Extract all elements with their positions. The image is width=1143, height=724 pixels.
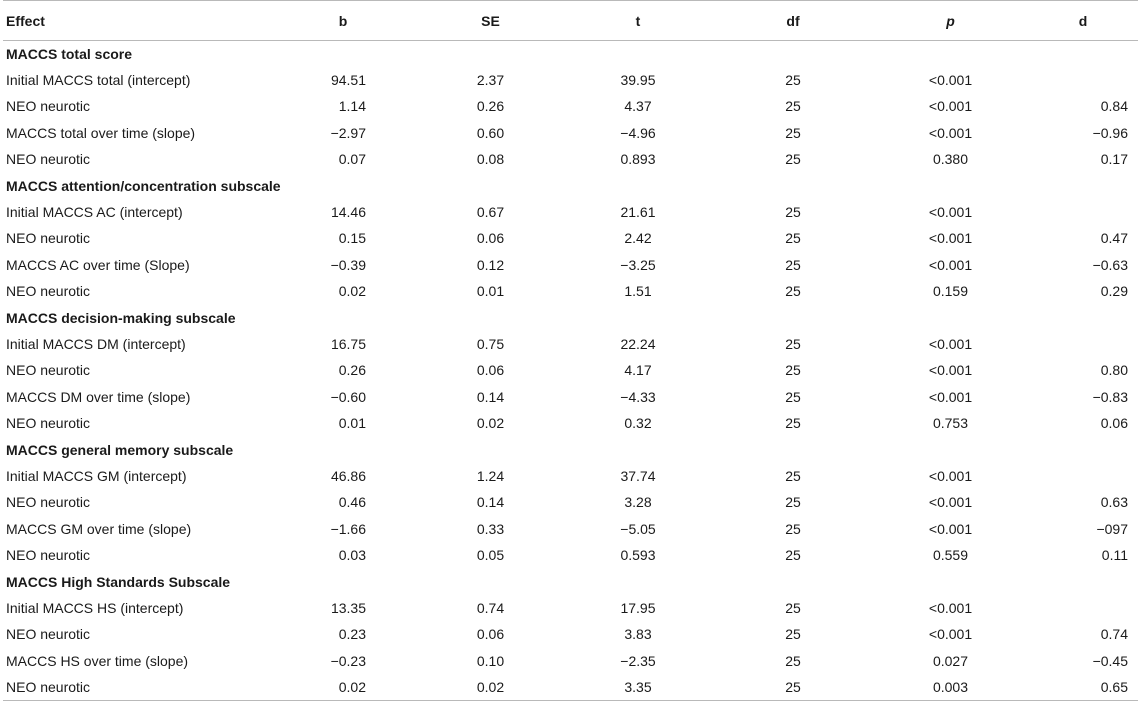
- cell-df: 25: [785, 520, 801, 537]
- cell-d: −0.63: [1092, 256, 1128, 273]
- header-effect: Effect: [6, 12, 45, 29]
- cell-d: 0.65: [1100, 678, 1128, 695]
- header-b: b: [338, 12, 348, 29]
- cell-df: 25: [785, 494, 801, 511]
- cell-p: 0.559: [932, 547, 969, 564]
- cell-df: 25: [785, 335, 801, 352]
- table-row: [3, 93, 1138, 119]
- cell-se: 0.02: [476, 678, 505, 695]
- cell-t: 2.42: [624, 230, 652, 247]
- cell-t: −4.33: [620, 388, 656, 405]
- cell-d: [1028, 67, 1138, 93]
- cell-t: 0.593: [620, 547, 656, 564]
- cell-d: 0.06: [1100, 415, 1128, 432]
- cell-p: <0.001: [928, 599, 973, 616]
- cell-effect: Initial MACCS GM (intercept): [6, 467, 187, 484]
- cell-se: 0.06: [476, 230, 505, 247]
- cell-effect: NEO neurotic: [6, 626, 91, 643]
- cell-effect: MACCS DM over time (slope): [6, 388, 191, 405]
- cell-p: <0.001: [928, 362, 973, 379]
- cell-d: 0.11: [1101, 547, 1128, 564]
- table-row: [3, 199, 1138, 225]
- cell-se: 0.75: [476, 335, 505, 352]
- cell-p: <0.001: [928, 626, 973, 643]
- section-title: MACCS attention/concentration subscale: [6, 177, 281, 194]
- table-row: [3, 146, 1138, 172]
- cell-d: 0.74: [1100, 626, 1128, 643]
- table-row: [3, 410, 1138, 436]
- cell-se: 0.60: [476, 124, 505, 141]
- cell-p: <0.001: [928, 204, 973, 221]
- cell-t: 22.24: [620, 335, 656, 352]
- cell-se: 0.12: [476, 256, 505, 273]
- cell-df: 25: [785, 652, 801, 669]
- results-table: [3, 0, 1138, 701]
- cell-se: 0.01: [476, 283, 505, 300]
- cell-b: 1.14: [338, 98, 366, 115]
- cell-b: 13.35: [330, 599, 366, 616]
- cell-df: 25: [785, 467, 801, 484]
- cell-t: −3.25: [620, 256, 656, 273]
- cell-d: 0.17: [1100, 151, 1128, 168]
- cell-p: 0.380: [932, 151, 969, 168]
- section-header-row: [3, 568, 1138, 594]
- cell-t: 3.83: [624, 626, 652, 643]
- table-body: [3, 41, 1138, 701]
- cell-d: −097: [1096, 520, 1128, 537]
- cell-b: 0.03: [338, 547, 366, 564]
- table-row: [3, 67, 1138, 93]
- cell-b: 16.75: [330, 335, 366, 352]
- cell-b: −0.39: [330, 256, 366, 273]
- section-header-row: [3, 41, 1138, 67]
- cell-p: <0.001: [928, 124, 973, 141]
- section-header-row: [3, 172, 1138, 198]
- cell-p: 0.753: [932, 415, 969, 432]
- header-se: SE: [481, 12, 500, 29]
- cell-df: 25: [785, 72, 801, 89]
- cell-df: 25: [785, 204, 801, 221]
- cell-se: 0.08: [476, 151, 505, 168]
- section-title: MACCS High Standards Subscale: [6, 573, 231, 590]
- section-header-row: [3, 304, 1138, 330]
- cell-t: −5.05: [620, 520, 656, 537]
- cell-d: 0.29: [1100, 283, 1128, 300]
- cell-effect: Initial MACCS AC (intercept): [6, 204, 183, 221]
- cell-d: −0.96: [1092, 124, 1128, 141]
- table-row: [3, 331, 1138, 357]
- cell-b: 0.02: [338, 283, 366, 300]
- cell-effect: NEO neurotic: [6, 678, 91, 695]
- cell-se: 0.67: [476, 204, 505, 221]
- table-row: [3, 225, 1138, 251]
- table-row: [3, 542, 1138, 568]
- cell-effect: NEO neurotic: [6, 547, 91, 564]
- cell-se: 0.14: [476, 388, 505, 405]
- cell-d: 0.80: [1100, 362, 1128, 379]
- cell-effect: MACCS AC over time (Slope): [6, 256, 190, 273]
- cell-p: <0.001: [928, 520, 973, 537]
- cell-df: 25: [785, 415, 801, 432]
- cell-b: −1.66: [330, 520, 366, 537]
- cell-b: 0.23: [338, 626, 366, 643]
- cell-t: 21.61: [620, 204, 656, 221]
- cell-p: <0.001: [928, 256, 973, 273]
- table-row: [3, 489, 1138, 515]
- cell-b: 0.02: [338, 678, 366, 695]
- cell-b: 0.15: [338, 230, 366, 247]
- cell-p: <0.001: [928, 388, 973, 405]
- table-row: [3, 120, 1138, 146]
- cell-d: 0.63: [1100, 494, 1128, 511]
- cell-b: −0.60: [330, 388, 366, 405]
- table-header: [3, 1, 1138, 41]
- table-row: [3, 252, 1138, 278]
- table-row: [3, 674, 1138, 700]
- cell-df: 25: [785, 626, 801, 643]
- table-row: [3, 516, 1138, 542]
- cell-d: −0.83: [1092, 388, 1128, 405]
- cell-b: 94.51: [330, 72, 366, 89]
- table-row: [3, 621, 1138, 647]
- cell-p: <0.001: [928, 98, 973, 115]
- cell-effect: MACCS GM over time (slope): [6, 520, 192, 537]
- cell-df: 25: [785, 98, 801, 115]
- table-row: [3, 384, 1138, 410]
- cell-df: 25: [785, 547, 801, 564]
- cell-effect: NEO neurotic: [6, 230, 91, 247]
- cell-p: 0.159: [932, 283, 969, 300]
- header-df: df: [786, 12, 800, 29]
- cell-t: 3.28: [624, 494, 652, 511]
- cell-t: 17.95: [620, 599, 656, 616]
- cell-effect: MACCS total over time (slope): [6, 124, 196, 141]
- header-p: p: [946, 12, 955, 29]
- cell-p: <0.001: [928, 467, 973, 484]
- cell-effect: NEO neurotic: [6, 494, 91, 511]
- cell-effect: NEO neurotic: [6, 151, 91, 168]
- section-title: MACCS total score: [6, 45, 133, 62]
- cell-se: 2.37: [476, 72, 505, 89]
- cell-t: 3.35: [624, 678, 652, 695]
- cell-t: −2.35: [620, 652, 656, 669]
- cell-t: 0.893: [620, 151, 656, 168]
- cell-b: 0.46: [338, 494, 366, 511]
- section-header-row: [3, 436, 1138, 462]
- cell-df: 25: [785, 124, 801, 141]
- cell-se: 0.14: [476, 494, 505, 511]
- cell-p: 0.003: [932, 678, 969, 695]
- cell-se: 0.33: [476, 520, 505, 537]
- cell-se: 1.24: [476, 467, 505, 484]
- header-d: d: [1078, 12, 1088, 29]
- cell-b: 0.26: [338, 362, 366, 379]
- cell-d: [1028, 463, 1138, 489]
- cell-effect: NEO neurotic: [6, 283, 91, 300]
- cell-b: −2.97: [330, 124, 366, 141]
- header-t: t: [635, 12, 641, 29]
- cell-d: −0.45: [1092, 652, 1128, 669]
- cell-p: <0.001: [928, 230, 973, 247]
- header-row: [3, 1, 1138, 41]
- cell-df: 25: [785, 256, 801, 273]
- cell-se: 0.10: [476, 652, 505, 669]
- cell-df: 25: [785, 151, 801, 168]
- table-row: [3, 595, 1138, 621]
- cell-effect: Initial MACCS HS (intercept): [6, 599, 184, 616]
- cell-se: 0.74: [476, 599, 505, 616]
- cell-t: −4.96: [620, 124, 656, 141]
- cell-b: 46.86: [330, 467, 366, 484]
- cell-effect: Initial MACCS DM (intercept): [6, 335, 186, 352]
- cell-df: 25: [785, 388, 801, 405]
- cell-b: 0.01: [338, 415, 366, 432]
- cell-df: 25: [785, 283, 801, 300]
- cell-d: [1028, 595, 1138, 621]
- cell-p: <0.001: [928, 72, 973, 89]
- cell-b: 0.07: [338, 151, 366, 168]
- cell-df: 25: [785, 678, 801, 695]
- cell-t: 37.74: [620, 467, 656, 484]
- cell-se: 0.06: [476, 362, 505, 379]
- cell-b: −0.23: [330, 652, 366, 669]
- table-row: [3, 357, 1138, 383]
- cell-d: 0.47: [1100, 230, 1128, 247]
- cell-p: <0.001: [928, 494, 973, 511]
- cell-df: 25: [785, 362, 801, 379]
- cell-se: 0.05: [476, 547, 505, 564]
- cell-p: 0.027: [932, 652, 969, 669]
- cell-p: <0.001: [928, 335, 973, 352]
- table-row: [3, 463, 1138, 489]
- cell-df: 25: [785, 230, 801, 247]
- cell-d: [1028, 331, 1138, 357]
- cell-effect: MACCS HS over time (slope): [6, 652, 189, 669]
- section-title: MACCS general memory subscale: [6, 441, 234, 458]
- cell-se: 0.06: [476, 626, 505, 643]
- cell-effect: Initial MACCS total (intercept): [6, 72, 191, 89]
- cell-se: 0.26: [476, 98, 505, 115]
- cell-df: 25: [785, 599, 801, 616]
- cell-t: 0.32: [624, 415, 652, 432]
- table-row: [3, 647, 1138, 673]
- table-row: [3, 278, 1138, 304]
- cell-t: 1.51: [624, 283, 652, 300]
- cell-t: 4.17: [624, 362, 652, 379]
- section-title: MACCS decision-making subscale: [6, 309, 236, 326]
- cell-effect: NEO neurotic: [6, 98, 91, 115]
- cell-d: [1028, 199, 1138, 225]
- cell-b: 14.46: [330, 204, 366, 221]
- cell-t: 4.37: [624, 98, 652, 115]
- cell-effect: NEO neurotic: [6, 362, 91, 379]
- cell-effect: NEO neurotic: [6, 415, 91, 432]
- cell-t: 39.95: [620, 72, 656, 89]
- cell-se: 0.02: [476, 415, 505, 432]
- cell-d: 0.84: [1100, 98, 1128, 115]
